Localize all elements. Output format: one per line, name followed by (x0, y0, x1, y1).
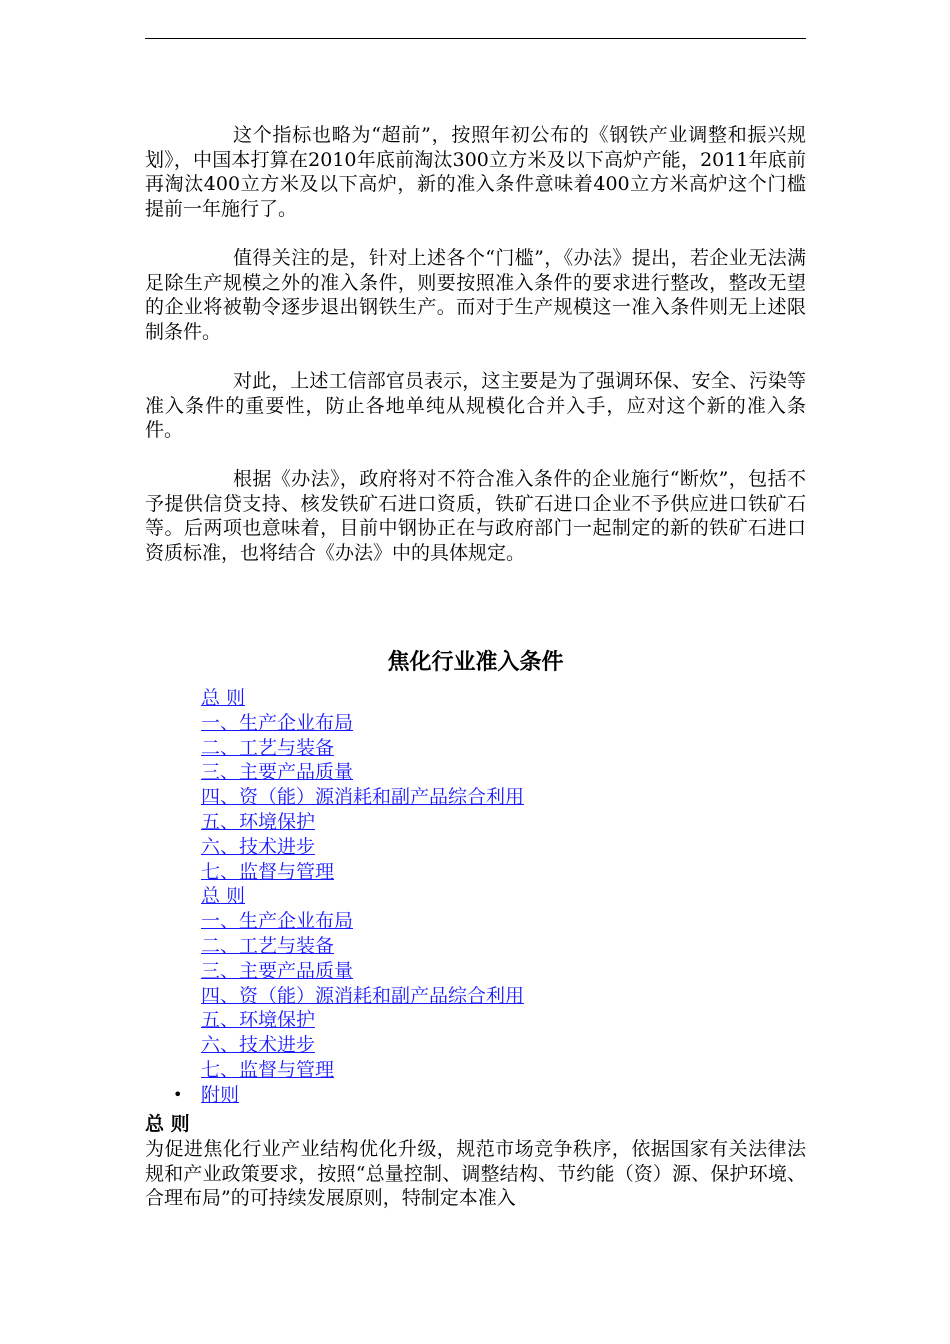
toc-link-process-2[interactable]: 二、工艺与装备 (201, 934, 335, 957)
paragraph-2: 值得关注的是，针对上述各个“门槛”，《办法》提出，若企业无法满足除生产规模之外的准入条件，则要按照准入条件的要求进行整改，整改无望的企业将被勒令逐步退出钢铁生产。而对于生产规模这一准入条件则无上述限制条件。 (145, 247, 806, 343)
section-heading: 焦化行业准入条件 (387, 650, 564, 675)
general-provisions-text: 为促进焦化行业产业结构优化升级，规范市场竞争秩序，依据国家有关法律法规和产业政策要求，按照“总量控制、调整结构、节约能（资）源、保护环境、合理布局”的可持续发展原则，特制定本准入 (145, 1138, 806, 1209)
paragraph-1: 这个指标也略为“超前”，按照年初公布的《钢铁产业调整和振兴规划》，中国本打算在2010年底前淘汰300立方米及以下高炉产能，2011年底前再淘汰400立方米及以下高炉，新的准入条件意味着400立方米高炉这个门槛提前一年施行了。 (145, 124, 806, 220)
toc-link-layout[interactable]: 一、生产企业布局 (201, 711, 354, 734)
toc-link-general-2[interactable]: 总 则 (201, 885, 246, 908)
toc-link-resources[interactable]: 四、资（能）源消耗和副产品综合利用 (201, 786, 525, 809)
general-provisions-title: 总 则 (145, 1113, 190, 1135)
paragraph-4: 根据《办法》，政府将对不符合准入条件的企业施行“断炊”，包括不予提供信贷支持、核发铁矿石进口资质，铁矿石进口企业不予供应进口铁矿石等。后两项也意味着，目前中钢协正在与政府部门一起制定的新的铁矿石进口资质标准，也将结合《办法》中的具体规定。 (145, 468, 806, 564)
toc-link-quality-2[interactable]: 三、主要产品质量 (201, 959, 354, 982)
toc-link-supervision[interactable]: 七、监督与管理 (201, 860, 335, 883)
toc-link-general[interactable]: 总 则 (201, 687, 246, 709)
toc-link-appendix[interactable]: 附则 (201, 1083, 240, 1106)
toc-bullet-item (201, 1083, 524, 1108)
toc-link-supervision-2[interactable]: 七、监督与管理 (201, 1058, 335, 1081)
toc-link-environment-2[interactable]: 五、环境保护 (201, 1009, 316, 1032)
paragraph-3: 对此，上述工信部官员表示，这主要是为了强调环保、安全、污染等准入条件的重要性，防止各地单纯从规模化合并入手，应对这个新的准入条件。 (145, 370, 806, 441)
toc-link-environment[interactable]: 五、环境保护 (201, 810, 316, 833)
toc-link-process[interactable]: 二、工艺与装备 (201, 736, 335, 759)
toc-link-quality[interactable]: 三、主要产品质量 (201, 761, 354, 784)
toc-link-tech[interactable]: 六、技术进步 (201, 835, 316, 858)
header-rule (145, 38, 806, 39)
toc-link-resources-2[interactable]: 四、资（能）源消耗和副产品综合利用 (201, 984, 525, 1007)
toc-link-layout-2[interactable]: 一、生产企业布局 (201, 910, 354, 933)
table-of-contents (201, 686, 524, 1108)
toc-link-tech-2[interactable]: 六、技术进步 (201, 1034, 316, 1057)
